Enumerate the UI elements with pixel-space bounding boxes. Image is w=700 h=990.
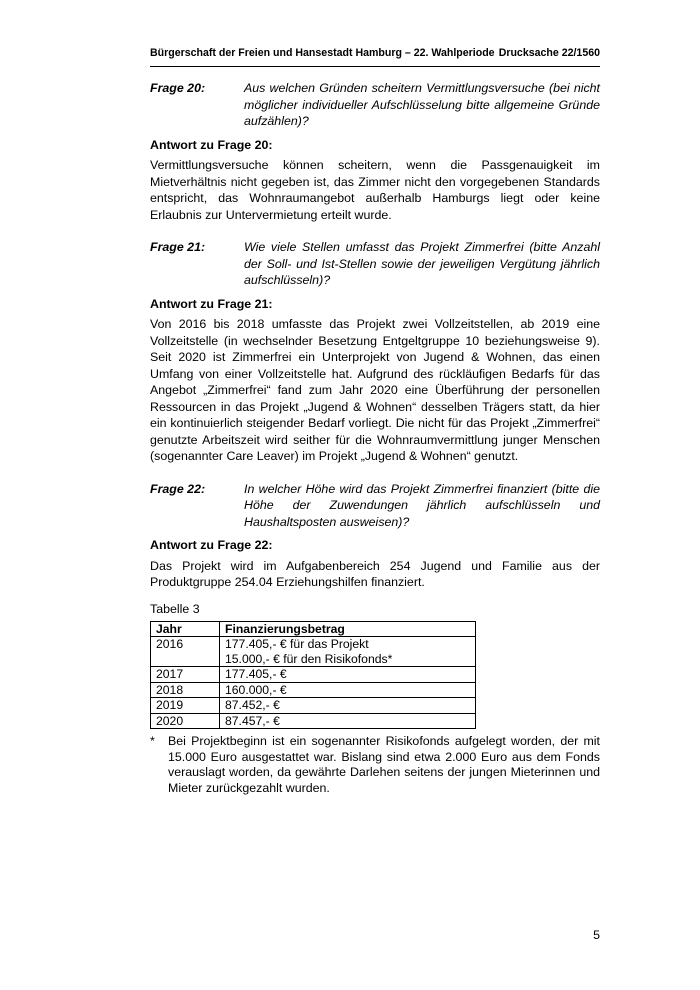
amount-cell bbox=[220, 637, 476, 667]
table-caption: Tabelle 3 bbox=[150, 601, 200, 616]
answer-20-heading: Antwort zu Frage 20: bbox=[150, 137, 273, 152]
table-row bbox=[151, 637, 476, 667]
year-cell: 2016 bbox=[151, 637, 220, 667]
answer-21-heading: Antwort zu Frage 21: bbox=[150, 296, 273, 311]
table-footnote bbox=[150, 734, 600, 796]
question-21-label: Frage 21: bbox=[150, 240, 206, 254]
amount-line: 177.405,- € für das Projekt bbox=[225, 637, 369, 651]
table-row bbox=[151, 667, 476, 683]
footnote-mark: * bbox=[150, 734, 155, 748]
page-number: 5 bbox=[593, 928, 600, 942]
answer-22-heading: Antwort zu Frage 22: bbox=[150, 538, 273, 552]
column-header-year: Jahr bbox=[151, 621, 220, 637]
table-row bbox=[151, 713, 476, 729]
answer-21-text: Von 2016 bis 2018 umfasste das Projekt zwei Vollzeitstellen, ab 2019 eine Vollzeitstelle (in wechselnder Besetzung Entgeltgruppe 10 beziehungsweise 9). Seit 2020 ist Zimmerfrei ein Unterprojekt von Jugend & Wohnen, das einen Umfang von einer Vollzeitstelle hat. Aufgrund des rückläufigen Bedarfs für das Angebot „Zimmerfrei“ fand zum Jahr 2020 eine Überführung der personellen Ressourcen in das Projekt „Jugend & Wohnen“ desselben Trägers statt, da hier ein kontinuierlich steigender Bedarf vorliegt. Die nicht für das Projekt „Zimmerfrei“ genutzte Arbeitszeit wird seither für die Wohnraumvermittlung junger Menschen (sogenannter Care Leaver) im Projekt „Jugend & Wohnen“ genutzt. bbox=[150, 317, 600, 463]
question-22-label: Frage 22: bbox=[150, 481, 206, 496]
year-cell: 2017 bbox=[151, 667, 220, 683]
question-22-text: In welcher Höhe wird das Projekt Zimmerfrei finanziert (bitte die Höhe der Zuwendungen jährlich aufschlüsseln und Haushaltsposten ausweisen)? bbox=[244, 481, 600, 529]
year-cell: 2019 bbox=[151, 698, 220, 714]
question-20 bbox=[150, 80, 600, 130]
question-21-text: Wie viele Stellen umfasst das Projekt Zimmerfrei (bitte Anzahl der Soll- und Ist-Stellen sowie der jeweiligen Vergütung jährlich aufschlüsseln)? bbox=[244, 240, 600, 287]
answer-22-text: Das Projekt wird im Aufgabenbereich 254 Jugend und Familie aus der Produktgruppe 254.04 Erziehungshilfen finanziert. bbox=[150, 558, 600, 589]
question-20-text: Aus welchen Gründen scheitern Vermittlungsversuche (bei nicht möglicher individueller Aufschlüsselung bitte allgemeine Gründe aufzählen)? bbox=[244, 81, 600, 128]
question-22 bbox=[150, 481, 600, 531]
table-row bbox=[151, 682, 476, 698]
funding-table bbox=[150, 621, 476, 730]
running-header bbox=[150, 44, 600, 67]
answer-20-text: Vermittlungsversuche können scheitern, wenn die Passgenauigkeit im Mietverhältnis nicht gegeben ist, das Zimmer nicht den vorgegebenen Standards entspricht, das Wohnraumangebot außerhalb Hamburgs liegt oder keine Erlaubnis zur Untervermietung erteilt wurde. bbox=[150, 158, 600, 222]
amount-line: 15.000,- € für den Risikofonds* bbox=[225, 651, 393, 666]
question-20-label: Frage 20: bbox=[150, 81, 206, 95]
year-cell: 2018 bbox=[151, 682, 220, 698]
amount-cell: 160.000,- € bbox=[220, 682, 476, 698]
header-document-number: Drucksache 22/1560 bbox=[498, 47, 600, 59]
table-row bbox=[151, 698, 476, 714]
header-title: Bürgerschaft der Freien und Hansestadt Hamburg – 22. Wahlperiode bbox=[150, 47, 495, 59]
amount-cell: 87.452,- € bbox=[220, 698, 476, 714]
main-content bbox=[150, 80, 600, 796]
year-cell: 2020 bbox=[151, 713, 220, 729]
amount-cell: 87.457,- € bbox=[220, 713, 476, 729]
question-21 bbox=[150, 239, 600, 289]
footnote-text: Bei Projektbeginn ist ein sogenannter Risikofonds aufgelegt worden, der mit 15.000 Euro ausgestattet war. Bislang sind etwa 2.000 Euro aus dem Fonds verauslagt worden, da gewährte Darlehen seitens der jungen Mieterinnen und Mieter zurückgezahlt wurden. bbox=[168, 734, 600, 795]
table-header-row bbox=[151, 621, 476, 637]
column-header-amount: Finanzierungsbetrag bbox=[220, 621, 476, 637]
amount-cell: 177.405,- € bbox=[220, 667, 476, 683]
